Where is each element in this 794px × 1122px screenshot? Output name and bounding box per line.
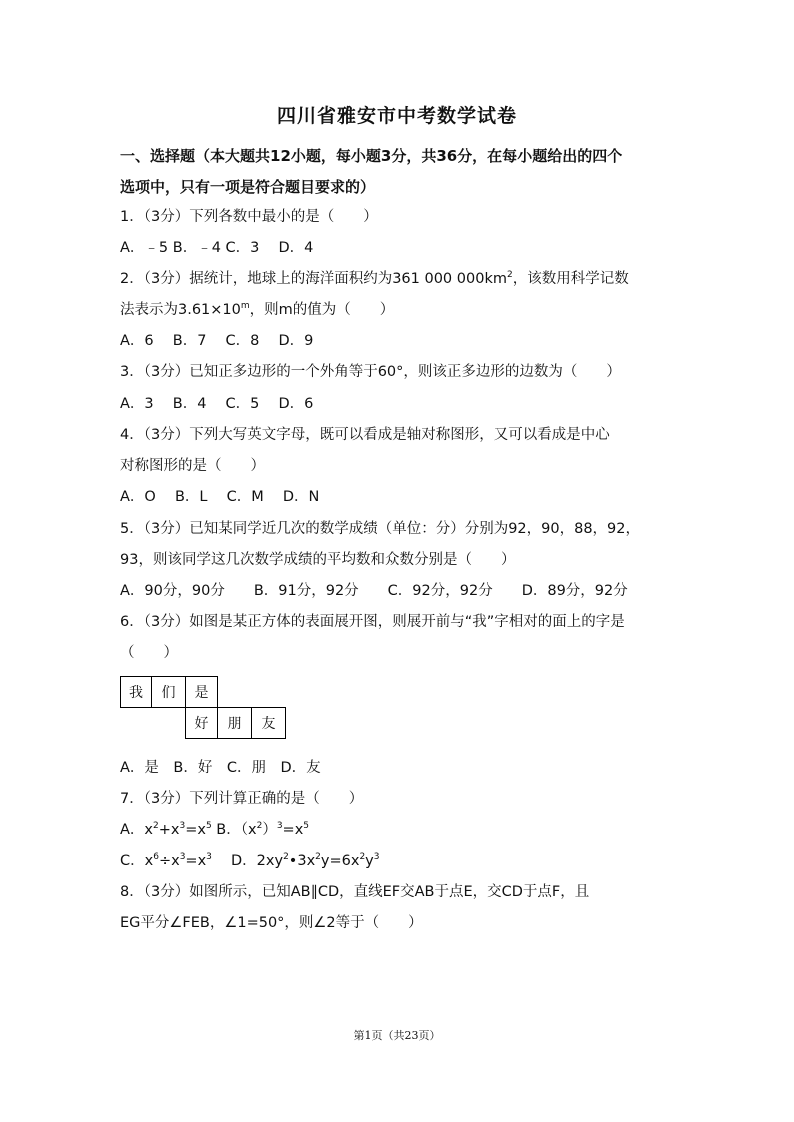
page-footer: 第1页（共23页） [353,1029,441,1042]
net-cell: 是 [185,676,218,708]
q7-stem: 7．（3分）下列计算正确的是（ ） [120,791,364,807]
q6-stem-line2: （ ） [120,645,178,661]
q8-stem-line1: 8．（3分）如图所示，已知AB∥CD，直线EF交AB于点E，交CD于点F，且 [120,884,590,900]
net-cell: 好 [185,707,218,739]
q8-stem-line2: EG平分∠FEB，∠1=50°，则∠2等于（ ） [120,915,423,931]
q2-stem-line1: 2．（3分）据统计，地球上的海洋面积约为361 000 $000km^2$，该数用科学记数 [120,270,629,287]
q6-stem-line1: 6．（3分）如图是某正方体的表面展开图，则展开前与“我”字相对的面上的字是 [120,614,625,630]
q4-options: A．O B．L C．M D．N [120,489,320,505]
net-cell: 友 [251,707,286,739]
q4-stem-line2: 对称图形的是（ ） [120,458,265,474]
section-heading-line1: 一、选择题（本大题共12小题，每小题3分，共36分，在每小题给出的四个 [120,147,623,165]
q5-stem-line2: 93，则该同学这几次数学成绩的平均数和众数分别是（ ） [120,552,516,568]
cube-net-figure [120,676,288,744]
net-cell: 们 [151,676,186,708]
q3-options: A．3 B．4 C．5 D．6 [120,396,314,412]
q7-options-ab: A．$x^2+x^3=x^5$ B．$(x^2)^3=x^5$ [120,821,310,838]
q3-stem: 3．（3分）已知正多边形的一个外角等于60°，则该正多边形的边数为（ ） [120,364,621,380]
q1-stem: 1．（3分）下列各数中最小的是（ ） [120,209,378,225]
q1-options: A．﹣5 B．﹣4 C．3 D．4 [120,240,314,256]
page-title: 四川省雅安市中考数学试卷 [276,105,517,127]
q4-stem-line1: 4．（3分）下列大写英文字母，既可以看成是轴对称图形，又可以看成是中心 [120,427,610,443]
q2-stem-line2: 法表示为$3.61\times 10^m$，则m的值为（ ） [120,301,395,318]
section-heading-line2: 选项中，只有一项是符合题目要求的） [120,178,376,196]
q6-options: A．是 B．好 C．朋 D．友 [120,760,321,776]
q7-options-cd: C．$x^6\div x^3=x^3$ D．$2xy^2•3x^2y=6x^2y^3$ [120,852,380,869]
q5-stem-line1: 5．（3分）已知某同学近几次的数学成绩（单位：分）分别为92，90，88，92， [120,521,641,537]
q2-options: A．6 B．7 C．8 D．9 [120,333,314,349]
q5-options: A．90分，90分 B．91分，92分 C．92分，92分 D．89分，92分 [120,583,628,599]
net-cell: 我 [120,676,152,708]
net-cell: 朋 [217,707,252,739]
